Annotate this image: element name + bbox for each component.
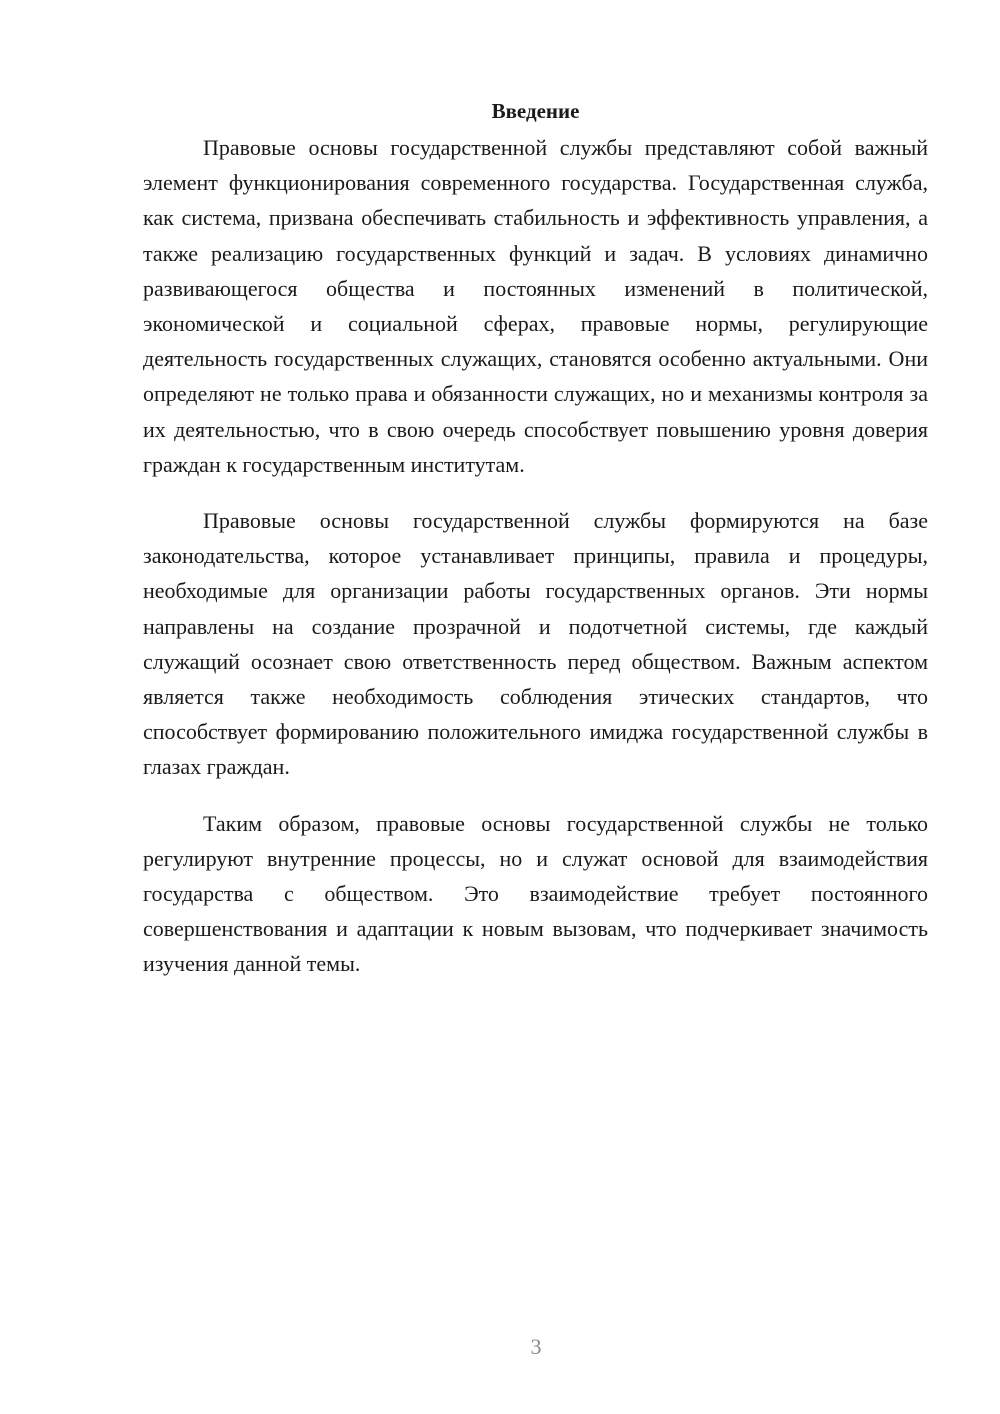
page-number: 3 <box>530 1334 542 1359</box>
section-title: Введение <box>491 99 580 123</box>
document-body <box>143 96 928 1003</box>
paragraph-3: Таким образом, правовые основы государственной службы не только регулируют внутренние процессы, но и служат основой для взаимодействия государства с обществом. Это взаимодействие требует постоянного совершенствования и адаптации к новым вызовам, что подчеркивает значимость изучения данной темы. <box>143 810 928 977</box>
paragraph-1: Правовые основы государственной службы представляют собой важный элемент функционирования современного государства. Государственная служба, как система, призвана обеспечивать стабильность и эффективность управления, а также реализацию государственных функций и задач. В условиях динамично развивающегося общества и постоянных изменений в политической, экономической и социальной сферах, правовые нормы, регулирующие деятельность государственных служащих, становятся особенно актуальными. Они определяют не только права и обязанности служащих, но и механизмы контроля за их деятельностью, что в свою очередь способствует повышению уровня доверия граждан к государственным институтам. <box>143 135 928 477</box>
paragraph-2: Правовые основы государственной службы формируются на базе законодательства, которое устанавливает принципы, правила и процедуры, необходимые для организации работы государственных органов. Эти нормы направлены на создание прозрачной и подотчетной системы, где каждый служащий осознает свою ответственность перед обществом. Важным аспектом является также необходимость соблюдения этических стандартов, что способствует формированию положительного имиджа государственной службы в глазах граждан. <box>143 508 928 780</box>
